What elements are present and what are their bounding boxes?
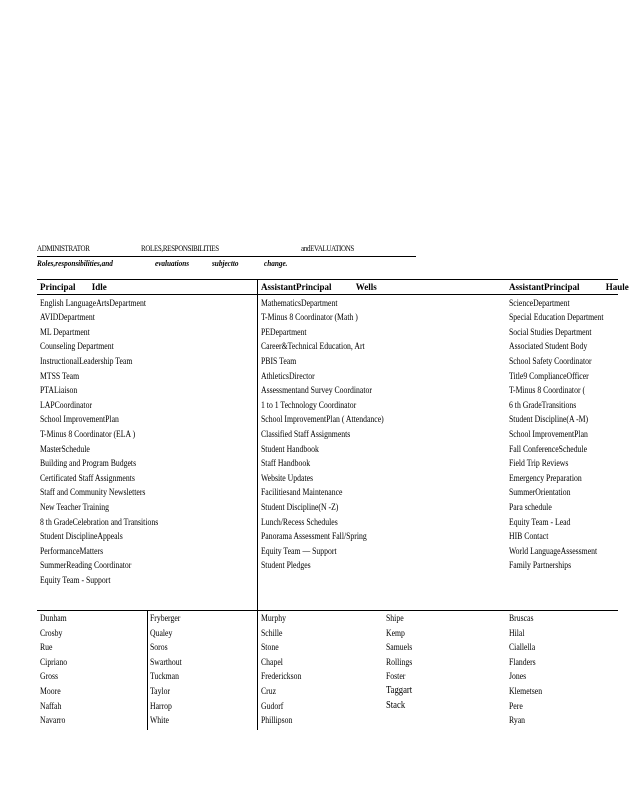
list-item: 1 to 1 Technology Coordinator	[261, 399, 357, 410]
staff-name: Ryan	[509, 715, 526, 726]
list-item: Field Trip Reviews	[509, 458, 569, 469]
list-item: Equity Team - Support	[40, 574, 111, 585]
list-item: Website Updates	[261, 472, 314, 483]
roles-table	[37, 279, 629, 730]
list-item: PTALiaison	[40, 385, 78, 396]
staff-name: Qualey	[150, 627, 173, 638]
staff-name: White	[150, 715, 169, 726]
admin-name: Haule	[605, 282, 629, 292]
list-item: SummerOrientation	[509, 487, 571, 498]
roster-haule	[509, 611, 548, 728]
subtitle-part-2: evaluations	[155, 258, 190, 268]
staff-name: Pere	[509, 700, 523, 711]
list-item: School ImprovementPlan	[40, 414, 119, 425]
staff-name: Rollings	[386, 656, 413, 667]
column-header	[40, 280, 177, 295]
staff-name: Kemp	[386, 627, 405, 638]
list-item: AVIDDepartment	[40, 312, 95, 323]
document-subtitle	[37, 258, 427, 270]
list-item: T-Minus 8 Coordinator (Math )	[261, 312, 358, 323]
staff-name: Swarthout	[150, 656, 182, 667]
list-item: New Teacher Training	[40, 501, 109, 512]
staff-name: Hilal	[509, 627, 525, 638]
list-item: T-Minus 8 Coordinator (	[509, 385, 586, 396]
staff-name: Phillipson	[261, 715, 293, 726]
list-item: Building and Program Budgets	[40, 458, 137, 469]
list-item: Student Handbook	[261, 443, 319, 454]
list-item: 8 th GradeCelebration and Transitions	[40, 516, 159, 527]
list-item: Facilitiesand Maintenance	[261, 487, 343, 498]
admin-name: Idle	[91, 282, 107, 292]
staff-name: Soros	[150, 642, 168, 653]
role-label: AssistantPrincipal	[509, 282, 580, 292]
roster-wells-b	[386, 611, 418, 713]
list-item: School ImprovementPlan ( Attendance)	[261, 414, 384, 425]
list-item: Associated Student Body	[509, 341, 588, 352]
staff-name: Cruz	[261, 685, 277, 696]
roster-principal-b	[150, 611, 187, 728]
list-item: PEDepartment	[261, 326, 307, 337]
list-item: SummerReading Coordinator	[40, 560, 132, 571]
list-item: World LanguageAssessment	[509, 545, 598, 556]
staff-name: Navarro	[40, 715, 66, 726]
list-item: PerformanceMatters	[40, 545, 104, 556]
list-item: Counseling Department	[40, 341, 114, 352]
subtitle-part-4: change.	[264, 258, 288, 268]
list-item: School ImprovementPlan	[509, 428, 588, 439]
admin-name: Wells	[355, 282, 377, 292]
roster-principal-a	[40, 611, 72, 728]
staff-name: Jones	[509, 671, 527, 682]
staff-name: Naffah	[40, 700, 62, 711]
staff-name: Gudorf	[261, 700, 284, 711]
staff-name: Moore	[40, 685, 61, 696]
list-item: InstructionalLeadership Team	[40, 355, 133, 366]
role-label: Principal	[40, 282, 76, 292]
staff-name: Shipe	[386, 613, 404, 623]
staff-name: Samuels	[386, 642, 413, 653]
list-item: Equity Team — Support	[261, 545, 337, 556]
list-item: Panorama Assessment Fall/Spring	[261, 531, 367, 542]
list-item: ScienceDepartment	[509, 297, 570, 308]
list-item: HIB Contact	[509, 531, 549, 542]
list-item: 6 th GradeTransitions	[509, 399, 577, 410]
column-assistant-principal-haule	[509, 280, 629, 573]
staff-name: Fryberger	[150, 613, 181, 623]
staff-name: Schille	[261, 627, 283, 638]
staff-name: Ciallella	[509, 642, 536, 653]
list-item: MathematicsDepartment	[261, 297, 338, 308]
list-item: Para schedule	[509, 501, 552, 512]
list-item: MasterSchedule	[40, 443, 90, 454]
staff-name: Frederickson	[261, 671, 302, 682]
staff-name: Gross	[40, 671, 59, 682]
subtitle-part-1: Roles,responsibilities,and	[37, 258, 113, 268]
list-item: Special Education Department	[509, 312, 604, 323]
staff-name: Foster	[386, 671, 406, 682]
staff-name: Taylor	[150, 685, 171, 696]
list-item: Student DisciplineAppeals	[40, 531, 123, 542]
list-item: Lunch/Recess Schedules	[261, 516, 338, 527]
staff-name: Stack	[386, 699, 406, 711]
roster-wells-a	[261, 611, 308, 728]
list-item: Family Partnerships	[509, 560, 572, 571]
list-item: Staff Handbook	[261, 458, 311, 469]
staff-name: Harrop	[150, 700, 172, 711]
list-item: Staff and Community Newsletters	[40, 487, 146, 498]
staff-name: Crosby	[40, 627, 63, 638]
staff-name: Bruscas	[509, 613, 534, 623]
column-divider	[257, 280, 258, 730]
roster-divider	[147, 610, 148, 730]
list-item: MTSS Team	[40, 370, 80, 381]
list-item: Classified Staff Assignments	[261, 428, 351, 439]
list-item: Student Pledges	[261, 560, 311, 571]
column-principal	[40, 280, 177, 587]
staff-name: Chapel	[261, 656, 283, 667]
staff-name: Tuckman	[150, 671, 179, 682]
list-item: Student Discipline(A -M)	[509, 414, 589, 425]
document-title	[37, 242, 416, 257]
list-item: Emergency Preparation	[509, 472, 582, 483]
list-item: Student Discipline(N -Z)	[261, 501, 339, 512]
list-item: PBIS Team	[261, 355, 297, 366]
staff-name: Murphy	[261, 613, 286, 623]
list-item: Fall ConferenceSchedule	[509, 443, 588, 454]
subtitle-part-3: subjectto	[212, 258, 239, 268]
list-item: LAPCoordinator	[40, 399, 93, 410]
list-item: Assessmentand Survey Coordinator	[261, 385, 372, 396]
list-item: AthleticsDirector	[261, 370, 315, 381]
title-part-2: ROLES,RESPONSIBILITIES	[141, 243, 219, 253]
column-header	[261, 280, 404, 295]
staff-name: Flanders	[509, 656, 536, 667]
list-item: Social Studies Department	[509, 326, 592, 337]
staff-name: Stone	[261, 642, 279, 653]
list-item: T-Minus 8 Coordinator (ELA )	[40, 428, 136, 439]
title-part-1: ADMINISTRATOR	[37, 243, 90, 253]
staff-name: Rue	[40, 642, 53, 653]
list-item: Career&Technical Education, Art	[261, 341, 365, 352]
column-assistant-principal-wells	[261, 280, 404, 573]
staff-name: Klemetsen	[509, 685, 543, 696]
staff-name: Taggart	[386, 684, 413, 696]
list-item: English LanguageArtsDepartment	[40, 297, 146, 308]
staff-name: Cipriano	[40, 656, 68, 667]
column-header	[509, 280, 629, 295]
title-part-3: andEVALUATIONS	[301, 243, 354, 253]
list-item: ML Department	[40, 326, 90, 337]
list-item: Certificated Staff Assignments	[40, 472, 135, 483]
staff-name: Dunham	[40, 613, 67, 623]
list-item: School Safety Coordinator	[509, 355, 592, 366]
list-item: Equity Team - Lead	[509, 516, 571, 527]
list-item: Title9 ComplianceOfficer	[509, 370, 589, 381]
role-label: AssistantPrincipal	[261, 282, 332, 292]
